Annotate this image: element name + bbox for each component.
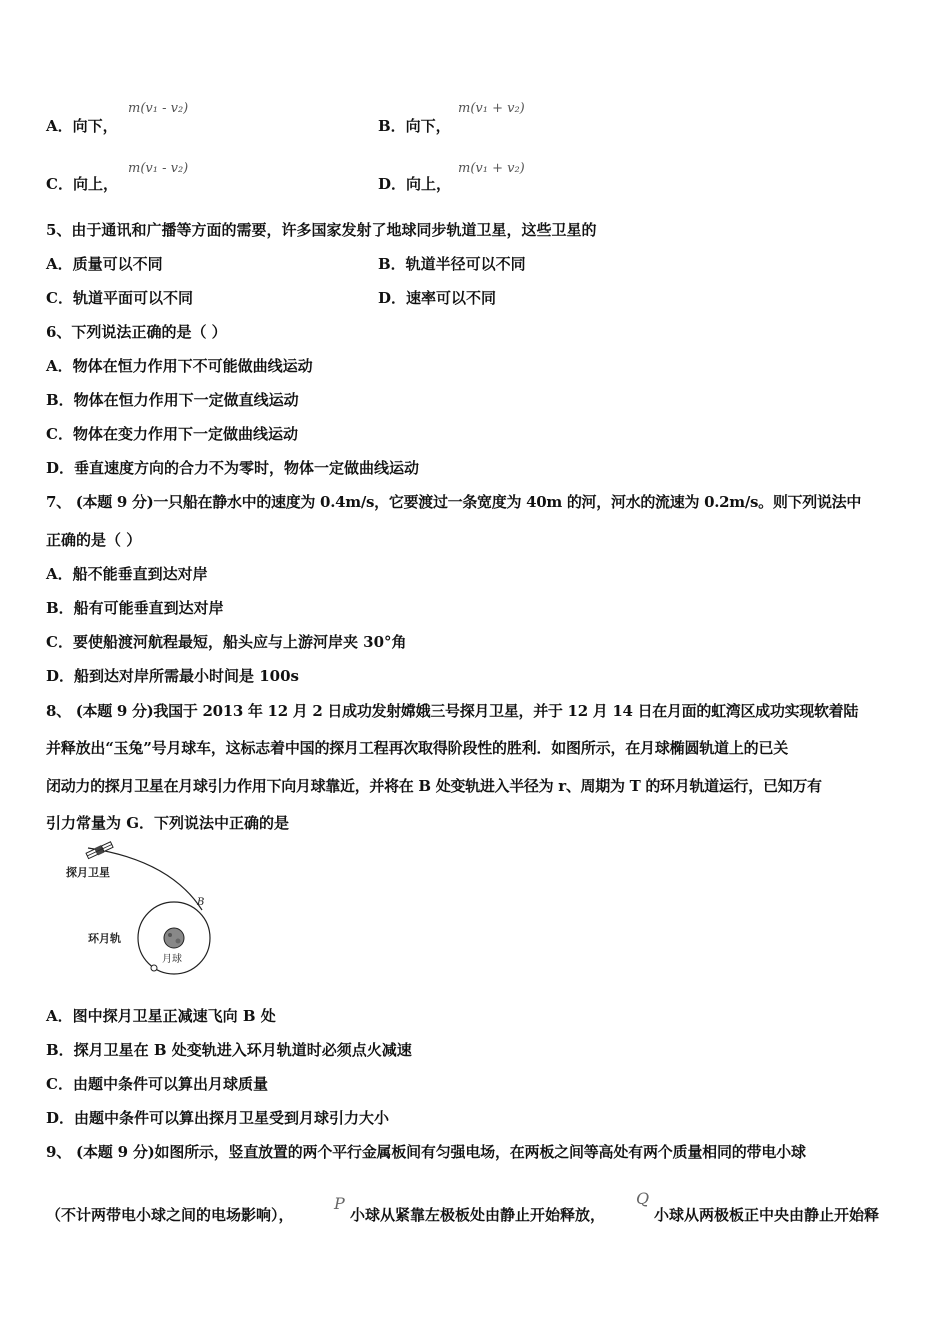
q8-option-c[interactable]: C．由题中条件可以算出月球质量 <box>46 1075 268 1093</box>
q9-stem-line2c: 小球从两极板正中央由静止开始释 <box>654 1206 880 1224</box>
q4-option-b-expr: m(v₁ + v₂) <box>458 101 525 116</box>
q5-option-c[interactable]: C．轨道平面可以不同 <box>46 289 193 307</box>
q8-option-a[interactable]: A．图中探月卫星正减速飞向 B 处 <box>46 1007 276 1025</box>
q8-stem-line1: 8、 (本题 9 分)我国于 2013 年 12 月 2 日成功发射嫦娥三号探月卫星，并于 12 月 14 日在月面的虹湾区成功实现软着陆 <box>46 702 859 720</box>
q9-symbol-q: Q <box>636 1189 650 1208</box>
q4-option-c[interactable] <box>46 174 910 194</box>
q7-option-b[interactable]: B．船有可能垂直到达对岸 <box>46 599 224 617</box>
q7-option-c[interactable]: C．要使船渡河航程最短，船头应与上游河岸夹 30°角 <box>46 633 407 651</box>
elliptical-orbit-path <box>88 848 205 910</box>
q6-stem: 6、下列说法正确的是（ ） <box>46 323 227 341</box>
q9-symbol-p: P <box>334 1194 345 1213</box>
q6-option-c[interactable]: C．物体在变力作用下一定做曲线运动 <box>46 425 298 443</box>
q8-stem-line2: 并释放出“玉兔”号月球车，这标志着中国的探月工程再次取得阶段性的胜利．如图所示，在月球椭圆轨道上的已关 <box>46 739 789 757</box>
q6-option-a[interactable]: A．物体在恒力作用下不可能做曲线运动 <box>46 357 313 375</box>
q5-option-a[interactable]: A．质量可以不同 <box>46 255 163 273</box>
q9-stem-line1: 9、 (本题 9 分)如图所示，竖直放置的两个平行金属板间有匀强电场，在两板之间等高处有两个质量相同的带电小球 <box>46 1143 806 1161</box>
orbit-point-marker <box>151 965 157 971</box>
q8-option-b[interactable]: B．探月卫星在 B 处变轨进入环月轨道时必须点火减速 <box>46 1041 412 1059</box>
q6-option-d[interactable]: D．垂直速度方向的合力不为零时，物体一定做曲线运动 <box>46 459 420 477</box>
q4-option-c-expr: m(v₁ - v₂) <box>128 161 189 176</box>
q4-option-a-label: A．向下， <box>46 117 118 135</box>
q7-option-a[interactable]: A．船不能垂直到达对岸 <box>46 565 208 583</box>
q5-stem: 5、由于通讯和广播等方面的需要，许多国家发射了地球同步轨道卫星，这些卫星的 <box>46 221 597 239</box>
q8-stem-line3: 闭动力的探月卫星在月球引力作用下向月球靠近，并将在 B 处变轨进入半径为 r、周期为 T 的环月轨道运行，已知万有 <box>46 777 822 795</box>
q7-option-d[interactable]: D．船到达对岸所需最小时间是 100s <box>46 667 299 685</box>
satellite-icon <box>86 841 114 860</box>
q8-option-d[interactable]: D．由题中条件可以算出探月卫星受到月球引力大小 <box>46 1109 390 1127</box>
moon-label: 月球 <box>162 954 182 965</box>
orbit-label: 环月轨 <box>88 932 121 945</box>
point-b-label: B <box>197 897 205 908</box>
moon-icon <box>164 928 184 948</box>
q6-option-b[interactable]: B．物体在恒力作用下一定做直线运动 <box>46 391 299 409</box>
q4-option-d-label: D．向上， <box>378 175 452 193</box>
q5-option-d[interactable]: D．速率可以不同 <box>378 289 497 307</box>
q4-option-a[interactable] <box>46 116 910 136</box>
lunar-orbit-figure <box>60 840 250 990</box>
q4-option-b-label: B．向下， <box>378 117 451 135</box>
q4-option-b[interactable] <box>378 116 451 136</box>
q7-stem-line1: 7、 (本题 9 分)一只船在静水中的速度为 0.4m/s，它要渡过一条宽度为 40m 的河，河水的流速为 0.2m/s。则下列说法中 <box>46 493 862 511</box>
q7-stem-line2: 正确的是（ ） <box>46 531 142 549</box>
q4-option-d[interactable] <box>378 174 451 194</box>
satellite-label: 探月卫星 <box>66 866 110 879</box>
q4-option-d-expr: m(v₁ + v₂) <box>458 161 525 176</box>
q9-stem-line2a: （不计两带电小球之间的电场影响）， <box>46 1206 294 1224</box>
q5-option-b[interactable]: B．轨道半径可以不同 <box>378 255 526 273</box>
q4-option-c-label: C．向上， <box>46 175 118 193</box>
q9-stem-line2b: 小球从紧靠左极板处由静止开始释放， <box>350 1206 606 1224</box>
q8-stem-line4: 引力常量为 G．下列说法中正确的是 <box>46 814 290 832</box>
q4-option-a-expr: m(v₁ - v₂) <box>128 101 189 116</box>
